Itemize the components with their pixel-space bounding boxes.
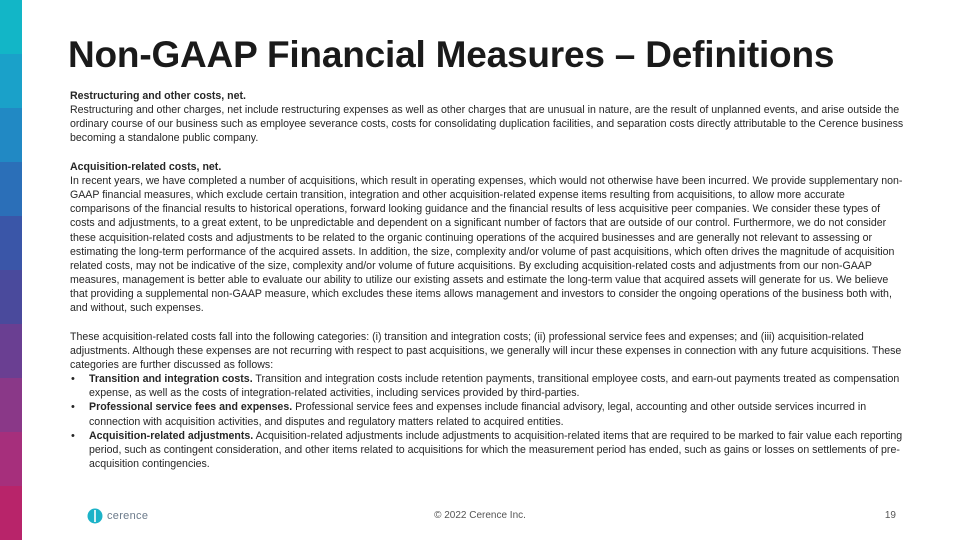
spacer <box>70 315 906 329</box>
bar-segment <box>0 216 22 270</box>
bullet-text: Acquisition-related adjustments include adjustments to acquisition-related items that are required to be marked to fair value each reporting period, such as contingent consideration, and other items related to acquisitions for which the measurement period has ended, such as gains or losses on settlements of pre-acquisition contingencies. <box>89 429 903 471</box>
bar-segment <box>0 54 22 108</box>
bar-segment <box>0 270 22 324</box>
bar-segment <box>0 324 22 378</box>
bullet-text: Transition and integration costs include retention payments, transitional employee costs, and earn-out payments treated as compensation expense, as well as the costs of integration-related activities, including services provided by third-parties. <box>89 373 900 400</box>
logo-wordmark: cerence <box>107 510 149 522</box>
bullet-icon: • <box>71 373 75 386</box>
side-gradient-bar <box>0 0 22 540</box>
section-text-acquisition: In recent years, we have completed a number of acquisitions, which result in operating expenses, which would not otherwise have been incurred. We provide supplementary non-GAAP financial measures, which exclude certain transition, integration and other acquisition-related expense items resulting from acquisitions, to allow more accurate comparisons of the financial results to historical operations, forward looking guidance and the financial results of less acquisitive peer companies. We consider these types of costs and adjustments, to a great extent, to be unpredictable and dependent on a significant number of factors that are outside of our control. Furthermore, we do not consider these acquisition-related costs and adjustments to be related to the organic continuing operations of the acquired businesses and are generally not relevant to assessing or estimating the long-term performance of the acquired assets. In addition, the size, complexity and/or volume of past acquisitions, which often drives the magnitude of acquisition related costs, may not be indicative of the size, complexity and/or volume of future acquisitions. By excluding acquisition-related costs and adjustments from our non-GAAP measures, management is better able to evaluate our ability to utilize our existing assets and estimate the long-term value that acquired assets will generate for us. We believe that providing a supplemental non-GAAP measure, which excludes these items allows management and investors to consider the ongoing operations of the business both with, and without, such expenses. <box>70 174 903 315</box>
category-list <box>70 372 906 471</box>
bullet-text: Professional service fees and expenses include financial advisory, legal, accounting and other outside services incurred in connection with acquisition activities, and disputes and regulatory matters related to acquired entities. <box>89 401 867 428</box>
bullet-icon: • <box>71 401 75 414</box>
bullet-term: Transition and integration costs. <box>89 373 253 386</box>
section-heading-restructuring: Restructuring and other costs, net. <box>70 90 246 102</box>
bar-segment <box>0 162 22 216</box>
bar-segment <box>0 432 22 486</box>
page-number: 19 <box>884 510 896 521</box>
bullet-icon: • <box>71 429 75 442</box>
section-text-restructuring: Restructuring and other charges, net include restructuring expenses as well as other charges that are unusual in nature, are the result of unplanned events, and arise outside the ordinary course of our business such as employee severance costs, costs for consolidating duplication facilities, and separation costs directly attributable to the Cerence business becoming a standalone public company. <box>70 104 904 145</box>
list-item <box>70 400 906 428</box>
bullet-term: Acquisition-related adjustments. <box>89 429 254 442</box>
spacer <box>70 146 906 160</box>
bar-segment <box>0 108 22 162</box>
bar-segment <box>0 0 22 54</box>
bullet-term: Professional service fees and expenses. <box>89 401 293 414</box>
section-heading-acquisition: Acquisition-related costs, net. <box>70 160 222 173</box>
bar-segment <box>0 378 22 432</box>
slide-title: Non-GAAP Financial Measures – Definitions <box>68 34 835 75</box>
list-item <box>70 372 906 400</box>
definitions-body <box>70 89 906 471</box>
copyright-text: © 2022 Cerence Inc. <box>434 510 526 521</box>
categories-intro: These acquisition-related costs fall into the following categories: (i) transition and integration costs; (ii) professional service fees and expenses; and (iii) acquisition-related adjustments. Although these expenses are not recurring with respect to past acquisitions, we generally will incur these expenses in connection with any future acquisitions. These categories are further discussed as follows: <box>70 330 902 371</box>
list-item <box>70 429 906 471</box>
